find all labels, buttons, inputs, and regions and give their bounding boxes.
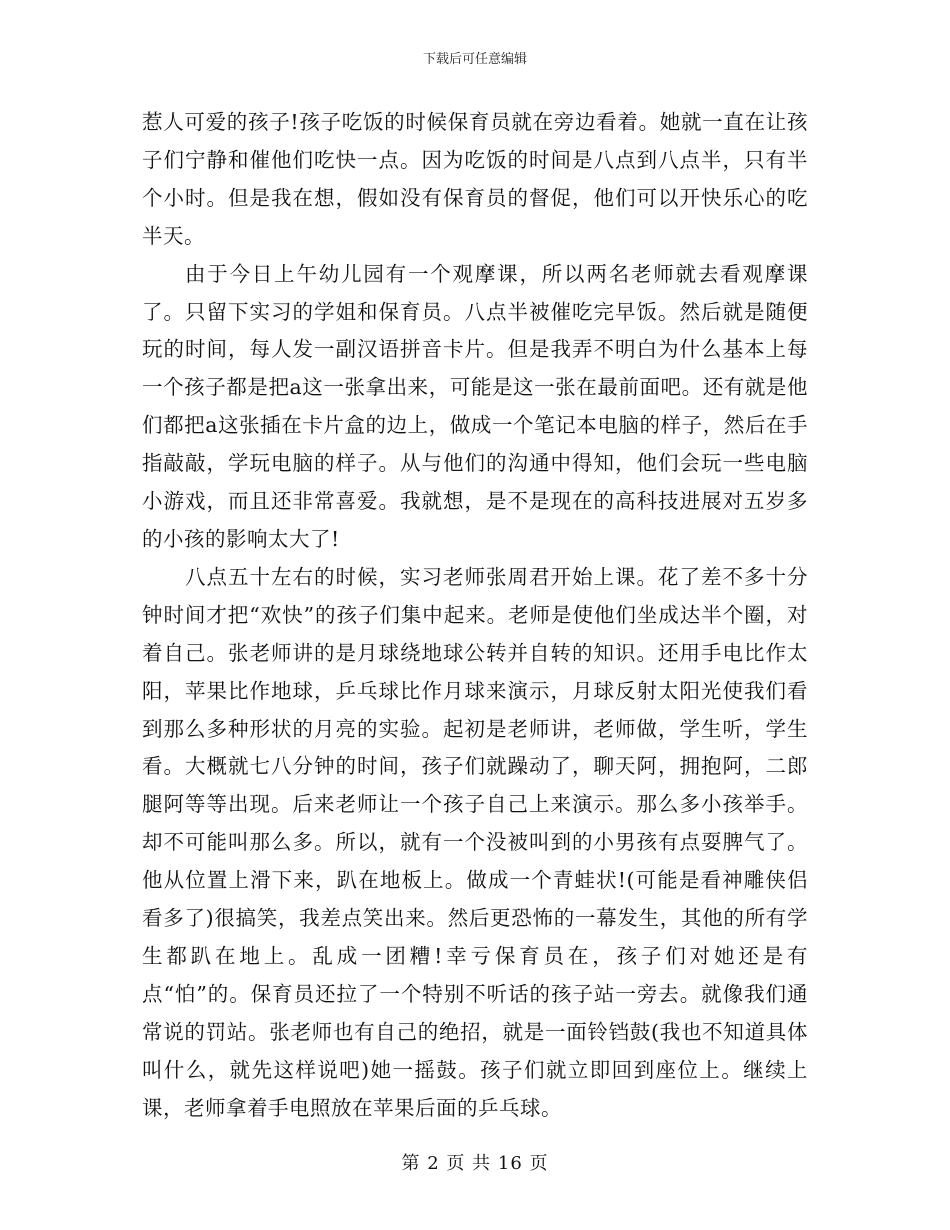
footer-current-page: 2	[427, 1153, 440, 1174]
footer-total-pages: 16	[497, 1153, 523, 1174]
page-footer	[0, 1153, 950, 1175]
footer-middle: 页 共	[446, 1153, 492, 1174]
paragraph-1: 惹人可爱的孩子!孩子吃饭的时候保育员就在旁边看着。她就一直在让孩子们宁静和催他们吃快一点。因为吃饭的时间是八点到八点半，只有半个小时。但是我在想，假如没有保育员的督促，他们可以开快乐心的吃半天。	[142, 110, 808, 248]
page-header: 下载后可任意编辑	[422, 52, 527, 67]
footer-suffix: 页	[529, 1153, 549, 1174]
document-body	[142, 104, 808, 1127]
paragraph-2: 由于今日上午幼儿园有一个观摩课，所以两名老师就去看观摩课了。只留下实习的学姐和保育员。八点半被催吃完早饭。然后就是随便玩的时间，每人发一副汉语拼音卡片。但是我弄不明白为什么基本上每一个孩子都是把a这一张拿出来，可能是这一张在最前面吧。还有就是他们都把a这张插在卡片盒的边上，做成一个笔记本电脑的样子，然后在手指敲敲，学玩电脑的样子。从与他们的沟通中得知，他们会玩一些电脑小游戏，而且还非常喜爱。我就想，是不是现在的高科技进展对五岁多的小孩的影响太大了!	[142, 261, 808, 551]
paragraph-3: 八点五十左右的时候，实习老师张周君开始上课。花了差不多十分钟时间才把“欢快”的孩子们集中起来。老师是使他们坐成达半个圈，对着自己。张老师讲的是月球绕地球公转并自转的知识。还用手电比作太阳，苹果比作地球，乒乓球比作月球来演示，月球反射太阳光使我们看到那么多种形状的月亮的实验。起初是老师讲，老师做，学生听，学生看。大概就七八分钟的时间，孩子们就躁动了，聊天阿，拥抱阿，二郎腿阿等等出现。后来老师让一个孩子自己上来演示。那么多小孩举手。却不可能叫那么多。所以，就有一个没被叫到的小男孩有点耍脾气了。他从位置上滑下来，趴在地板上。做成一个青蛙状!(可能是看神雕侠侣看多了)很搞笑，我差点笑出来。然后更恐怖的一幕发生，其他的所有学生都趴在地上。乱成一团糟!幸亏保育员在，孩子们对她还是有点“怕”的。保育员还拉了一个特别不听话的孩子站一旁去。就像我们通常说的罚站。张老师也有自己的绝招，就是一面铃铛鼓(我也不知道具体叫什么，就先这样说吧)她一摇鼓。孩子们就立即回到座位上。继续上课，老师拿着手电照放在苹果后面的乒乓球。	[142, 564, 808, 1120]
footer-prefix: 第	[401, 1153, 421, 1174]
